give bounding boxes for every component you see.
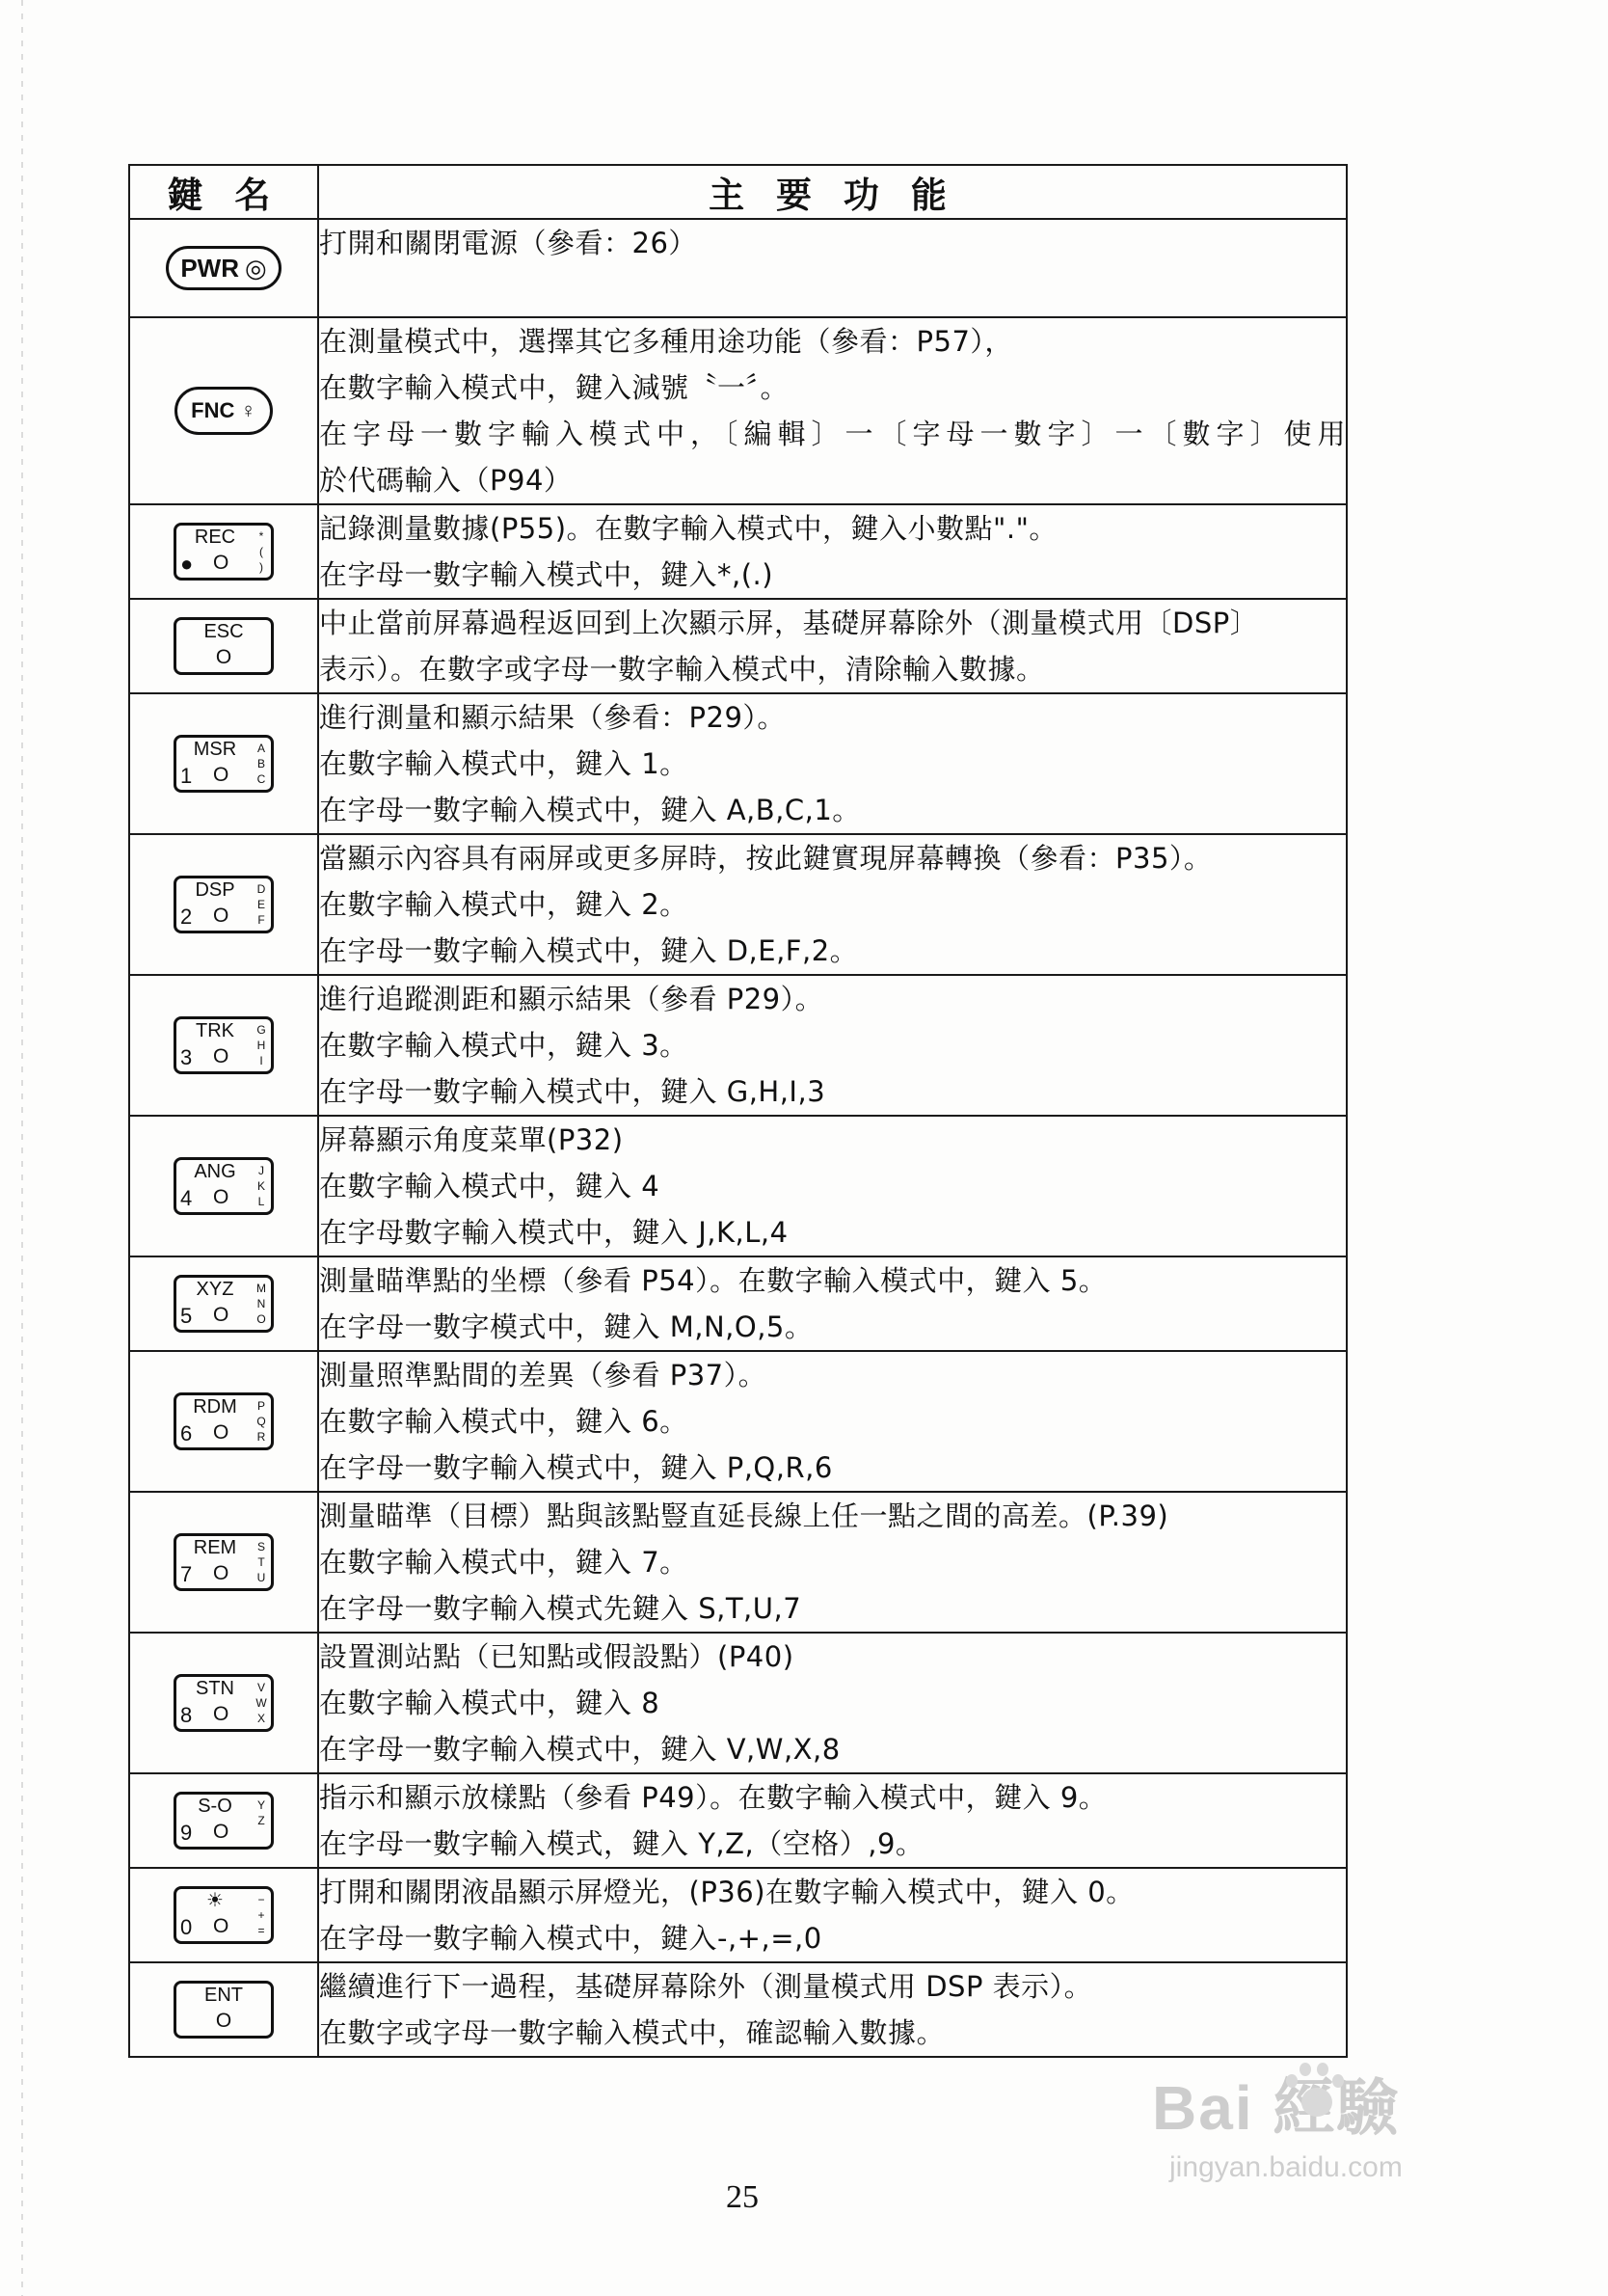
table-row [129,1256,1347,1351]
table-row [129,1962,1347,2057]
key-label: ESC [203,621,244,642]
key-circle-icon: O [213,1821,229,1843]
key-number: 3 [180,1045,193,1069]
key-cell [129,219,318,317]
function-line: 在字母一數字輸入模式中，鍵入*,(.) [319,558,774,591]
function-line: 繼續進行下一過程，基礎屏幕除外（測量模式用 DSP 表示）。 [319,1970,1093,2003]
function-line: 在字母數字輸入模式中，鍵入 J,K,L,4 [319,1216,789,1249]
function-line: 在字母一數字輸入模式中，鍵入 P,Q,R,6 [319,1451,833,1484]
function-line: 在字母一數字輸入模式中，鍵入 D,E,F,2。 [319,934,859,967]
watermark-url: jingyan.baidu.com [1169,2151,1403,2183]
function-line: 在數字輸入模式中，鍵入 6。 [319,1405,688,1438]
key-symbol: ♀ [240,398,256,422]
key-fnc-icon [174,387,273,435]
key-cell [129,693,318,834]
key-cell [129,1351,318,1492]
function-line: 在數字輸入模式中，鍵入 2。 [319,888,688,921]
key-label: S-O [198,1796,232,1817]
function-line: 在字母一數字輸入模式中，鍵入-,+,=,0 [319,1922,822,1955]
function-line: 打開和關閉電源（參看：26） [319,227,697,259]
key-function-table [128,164,1348,2058]
key-label: DSP [195,879,235,901]
key-circle-icon: O [213,1304,229,1326]
key-cell [129,1773,318,1868]
key-number: 9 [180,1821,193,1845]
function-line: 在數字輸入模式中，鍵入 4 [319,1170,660,1202]
function-line: 在字母一數字輸入模式中，〔編輯〕一〔字母一數字〕一〔數字〕使用 [319,418,1346,450]
function-cell [318,1633,1347,1773]
key-alpha-chars: M N O [256,1282,266,1326]
key-cell [129,1962,318,2057]
function-line: 進行測量和顯示結果（參看：P29）。 [319,701,786,734]
paw-logo-icon [1273,2057,1359,2134]
table-row [129,1351,1347,1492]
key-label: XYZ [196,1279,234,1300]
function-line: 指示和顯示放樣點（參看 P49）。在數字輸入模式中，鍵入 9。 [319,1781,1108,1814]
function-line: 在測量模式中，選擇其它多種用途功能（參看：P57）， [319,325,1013,358]
function-line: 在數字輸入模式中，鍵入 1。 [319,747,688,780]
key-alpha-chars: Y Z [256,1798,265,1827]
key-symbol: ◎ [244,254,267,283]
function-cell [318,693,1347,834]
key-alpha-chars: A B C [256,742,266,786]
key-6-icon [174,1392,274,1450]
table-row [129,693,1347,834]
key--icon [174,523,274,581]
function-cell [318,1492,1347,1633]
key-label: STN [196,1678,234,1699]
key-label: ENT [204,1985,243,2006]
function-line: 在字母一數字模式中，鍵入 M,N,O,5。 [319,1310,814,1343]
key-cell [129,1492,318,1633]
function-line: 在數字輸入模式中，鍵入 7。 [319,1546,688,1579]
function-line: 在字母一數字輸入模式中，鍵入 G,H,I,3 [319,1075,826,1108]
key-label: FNC [191,398,235,422]
function-line: 打開和關閉液晶顯示屏燈光，(P36)在數字輸入模式中，鍵入 0。 [319,1876,1135,1908]
function-cell [318,317,1347,504]
key-number: 5 [180,1304,193,1328]
key-label: ANG [194,1161,236,1182]
key-circle-icon: O [213,1703,229,1725]
key-cell [129,1633,318,1773]
table-row [129,219,1347,317]
function-line: 中止當前屏幕過程返回到上次顯示屏，基礎屏幕除外（測量模式用〔DSP〕 [319,607,1259,639]
key-circle-icon: O [213,1562,229,1584]
function-cell [318,1256,1347,1351]
table-row [129,1633,1347,1773]
function-line: 在字母一數字輸入模式中，鍵入 V,W,X,8 [319,1733,841,1766]
table-row [129,599,1347,693]
function-cell [318,834,1347,975]
key-alpha-chars: J K L [256,1164,265,1208]
key-cell [129,1868,318,1962]
key-3-icon [174,1016,274,1074]
key-cell [129,834,318,975]
function-line: 設置測站點（已知點或假設點）(P40) [319,1640,794,1673]
function-line: 在數字輸入模式中，鍵入 8 [319,1687,660,1719]
key-number: 7 [180,1562,193,1586]
key-7-icon [174,1533,274,1591]
table-row [129,1492,1347,1633]
key-alpha-chars: D E F [256,882,266,927]
key-alpha-chars: G H I [256,1023,266,1067]
key-label: ☀ [206,1890,224,1911]
function-line: 測量照準點間的差異（參看 P37）。 [319,1359,767,1391]
key-circle-icon: O [213,1421,229,1444]
function-cell [318,219,1347,317]
baidu-watermark [1152,2059,1403,2184]
key-number: 0 [180,1915,193,1939]
page-edge [21,0,23,2296]
key-alpha-chars: − + = [257,1893,265,1937]
function-line: 於代碼輸入（P94） [319,464,573,497]
key-cell [129,317,318,504]
key-label: MSR [193,739,237,760]
function-line: 進行追蹤測距和顯示結果（參看 P29）。 [319,983,824,1015]
function-line: 測量瞄準點的坐標（參看 P54）。在數字輸入模式中，鍵入 5。 [319,1264,1108,1297]
page-number: 25 [726,2179,759,2215]
key-cell [129,504,318,599]
key-circle-icon: O [215,2010,232,2032]
main-function-header: 主 要 功 能 [318,165,1347,219]
table-header-row [129,165,1347,219]
table-row [129,1116,1347,1256]
key-number: 4 [180,1186,193,1210]
function-line: 表示）。在數字或字母一數字輸入模式中，清除輸入數據。 [319,653,1045,686]
function-line: 在字母一數字輸入模式，鍵入 Y,Z,（空格）,9。 [319,1827,925,1860]
function-line: 在數字輸入模式中，鍵入減號〝一〞。 [319,371,790,404]
function-line: 記錄測量數據(P55)。在數字輸入模式中，鍵入小數點"."。 [319,512,1058,545]
key-name-header: 鍵 名 [129,165,318,219]
function-cell [318,1962,1347,2057]
key-cell [129,1256,318,1351]
key-esc-icon [174,617,274,675]
key-number: 2 [180,905,193,929]
table-row [129,317,1347,504]
key-1-icon [174,735,274,793]
key-0-icon [174,1886,274,1944]
table-row [129,834,1347,975]
key-alpha-chars: V W X [255,1681,267,1725]
key-cell [129,599,318,693]
key-circle-icon: O [213,1915,229,1937]
key-label: PWR [180,254,239,283]
key-circle-icon: O [213,905,229,927]
key-4-icon [174,1157,274,1215]
key-ent-icon [174,1981,274,2039]
key-alpha-chars: S T U [256,1540,266,1584]
key-label: REC [194,527,236,548]
table-row [129,1773,1347,1868]
key-circle-icon: O [213,1045,229,1067]
key-pwr-icon [166,246,281,290]
key-cell [129,1116,318,1256]
key-circle-icon: O [213,1186,229,1208]
function-line: 測量瞄準（目標）點與該點豎直延長線上任一點之間的高差。(P.39) [319,1499,1169,1532]
key-2-icon [174,876,274,933]
watermark-brand: Bai 經驗 [1152,2073,1401,2143]
key-circle-icon: O [213,764,229,786]
function-cell [318,1351,1347,1492]
function-cell [318,975,1347,1116]
key-label: RDM [193,1396,237,1418]
key-number: ● [180,552,194,576]
key-number: 8 [180,1703,193,1727]
function-cell [318,1116,1347,1256]
function-cell [318,1868,1347,1962]
table-row [129,975,1347,1116]
function-line: 在字母一數字輸入模式中，鍵入 A,B,C,1。 [319,794,861,826]
key-circle-icon: O [215,646,232,668]
function-cell [318,504,1347,599]
key-5-icon [174,1275,274,1333]
function-line: 當顯示內容具有兩屏或更多屏時，按此鍵實現屏幕轉換（參看：P35）。 [319,842,1213,875]
key-alpha-chars: * ( ) [258,529,264,574]
table-row [129,1868,1347,1962]
key-circle-icon: O [213,552,229,574]
function-line: 屏幕顯示角度菜單(P32) [319,1123,624,1156]
table-row [129,504,1347,599]
key-8-icon [174,1674,274,1732]
key-cell [129,975,318,1116]
key-alpha-chars: P Q R [256,1399,266,1444]
function-cell [318,1773,1347,1868]
function-line: 在數字輸入模式中，鍵入 3。 [319,1029,688,1062]
key-label: TRK [196,1020,234,1041]
key-number: 6 [180,1421,193,1445]
function-line: 在字母一數字輸入模式先鍵入 S,T,U,7 [319,1592,802,1625]
function-cell [318,599,1347,693]
key-number: 1 [180,764,193,788]
function-line: 在數字或字母一數字輸入模式中，確認輸入數據。 [319,2016,946,2049]
key-9-icon [174,1792,274,1850]
key-label: REM [193,1537,237,1558]
